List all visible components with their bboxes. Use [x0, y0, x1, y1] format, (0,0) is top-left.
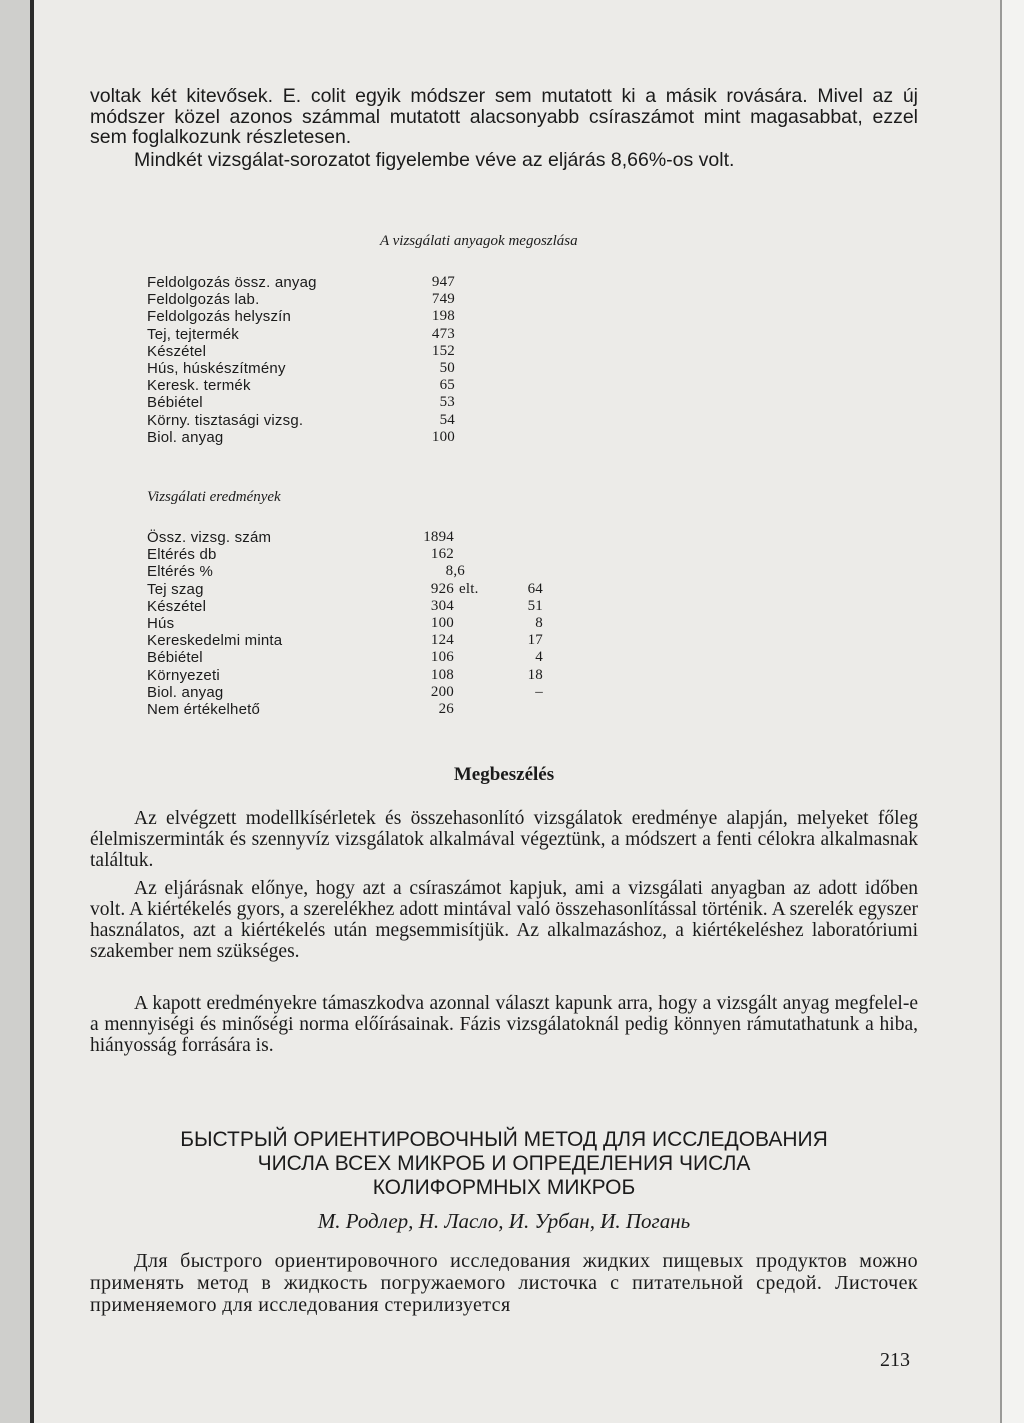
row-label: Eltérés %	[147, 563, 213, 581]
row-value: 100	[430, 614, 454, 631]
row-extra: elt.	[459, 580, 479, 597]
row-value: 1894	[423, 529, 454, 545]
scan-left-margin	[0, 0, 33, 1423]
row-value: 926	[430, 580, 454, 597]
row-value: 50	[439, 359, 455, 376]
russian-authors: М. Родлер, Н. Ласло, И. Урбан, И. Погань	[317, 1209, 691, 1233]
discussion-paragraph-1: Az elvégzett modellkísérletek és összehasonlító vizsgálatok eredménye alapján, melyeket főleg élelmiszerminták és szennyvíz vizsgálatok alkalmával végeztünk, a módszert a fenti célokra alkalmasnak találtuk.	[90, 808, 918, 871]
row-label: Feldolgozás helyszín	[147, 308, 292, 326]
russian-paragraph: Для быстрого ориентировочного исследования жидких пищевых продуктов можно применять метод в жидкость погружаемого листочка с питательной средой. Листочек применяемого для исследования стерилизуется	[90, 1250, 918, 1316]
discussion-paragraph-2: Az eljárásnak előnye, hogy azt a csíraszámot kapjuk, ami a vizsgálati anyagban az adott időben volt. A kiértékelés gyors, a szerelékhez adott mintával való összehasonlítással történik. A szerelék egyszer használatos, azt a kiértékelés után megsemmisítjük. Az alkalmazáshoz, a kiértékeléshez laboratóriumi szakember nem szükséges.	[90, 878, 918, 962]
row-value: 473	[431, 325, 455, 342]
row-label: Környezeti	[147, 666, 220, 684]
row-deviation: 18	[527, 666, 543, 683]
discussion-paragraph-3: A kapott eredményekre támaszkodva azonnal választ kapunk arra, hogy a vizsgált anyag megfelel-e a mennyiségi és minőségi norma előírásainak. Fázis vizsgálatoknál pedig könnyen rámutathatunk a hiba, hiányosság forrására is.	[90, 993, 918, 1056]
row-value: 53	[439, 394, 455, 411]
row-value: 162	[430, 546, 454, 563]
row-value: 152	[431, 342, 455, 359]
row-label: Nem értékelhető	[147, 700, 261, 718]
row-deviation: 17	[527, 632, 543, 649]
row-value: 947	[431, 274, 455, 290]
scan-right-margin	[1000, 0, 1024, 1423]
row-label: Bébiétel	[147, 394, 203, 412]
row-label: Készétel	[147, 597, 207, 615]
row-value: 106	[430, 649, 454, 666]
russian-title-line: ЧИСЛА ВСЕХ МИКРОБ И ОПРЕДЕЛЕНИЯ ЧИСЛА	[257, 1152, 751, 1175]
row-label: Feldolgozás össz. anyag	[147, 274, 317, 291]
row-label: Eltérés db	[147, 546, 217, 564]
russian-title-line: КОЛИФОРМНЫХ МИКРОБ	[372, 1176, 636, 1199]
row-label: Tej, tejtermék	[147, 325, 239, 343]
intro-paragraph-2: Mindkét vizsgálat-sorozatot figyelembe véve az eljárás 8,66%-os volt.	[134, 149, 735, 171]
row-value: 749	[431, 291, 455, 308]
row-value: 124	[430, 632, 454, 649]
row-value: 100	[431, 428, 455, 445]
row-label: Készétel	[147, 342, 207, 360]
row-deviation: –	[535, 683, 543, 700]
row-value: 8,6	[445, 563, 465, 580]
row-deviation: 8	[535, 614, 543, 631]
row-value: 304	[430, 597, 454, 614]
row-label: Hús	[147, 614, 175, 632]
table1-caption: A vizsgálati anyagok megoszlása	[380, 233, 578, 249]
row-label: Feldolgozás lab.	[147, 291, 260, 309]
row-label: Tej szag	[147, 580, 204, 598]
row-value: 198	[431, 308, 455, 325]
row-label: Körny. tisztasági vizsg.	[147, 411, 304, 429]
row-label: Keresk. termék	[147, 377, 251, 395]
row-label: Bébiétel	[147, 649, 203, 667]
row-deviation: 4	[535, 649, 543, 666]
row-value: 65	[439, 377, 455, 394]
row-label: Biol. anyag	[147, 683, 224, 701]
row-label: Biol. anyag	[147, 428, 224, 446]
row-deviation: 51	[527, 597, 543, 614]
page-number: 213	[880, 1349, 910, 1371]
row-value: 26	[438, 700, 454, 717]
intro-paragraph-1: voltak két kitevősek. E. colit egyik módszer sem mutatott ki a másik rovására. Mivel az új módszer közel azonos számmal mutatott alacsonyabb csíraszámot mint magasabbat, ezzel sem foglalkozunk részletesen.	[90, 85, 918, 148]
row-value: 200	[430, 683, 454, 700]
row-value: 108	[430, 666, 454, 683]
russian-title-line: БЫСТРЫЙ ОРИЕНТИРОВОЧНЫЙ МЕТОД ДЛЯ ИССЛЕДОВАНИЯ	[180, 1128, 828, 1151]
binding-edge-line	[30, 0, 34, 1423]
russian-title	[90, 1128, 918, 1200]
row-label: Hús, húskészítmény	[147, 359, 286, 377]
row-label: Kereskedelmi minta	[147, 632, 283, 650]
discussion-heading: Megbeszélés	[453, 764, 555, 785]
row-value: 54	[439, 411, 455, 428]
table2-caption: Vizsgálati eredmények	[147, 489, 281, 505]
row-label: Össz. vizsg. szám	[147, 529, 272, 546]
row-deviation: 64	[527, 580, 543, 597]
